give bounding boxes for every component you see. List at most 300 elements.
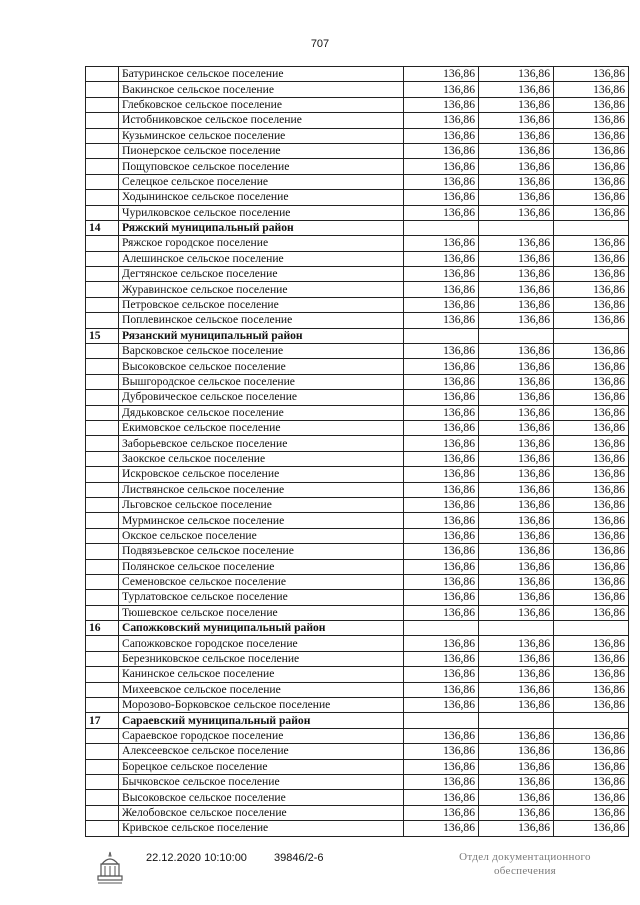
value-cell-2: 136,86 — [479, 297, 554, 312]
value-cell-3: 136,86 — [554, 267, 629, 282]
row-number-cell — [86, 405, 119, 420]
value-cell-2: 136,86 — [479, 774, 554, 789]
value-cell-1: 136,86 — [404, 821, 479, 836]
row-name-cell: Глебковское сельское поселение — [119, 97, 404, 112]
row-number-cell — [86, 436, 119, 451]
row-name-cell: Вакинское сельское поселение — [119, 82, 404, 97]
value-cell-2: 136,86 — [479, 467, 554, 482]
value-cell-2: 136,86 — [479, 790, 554, 805]
row-name-cell: Ряжское городское поселение — [119, 236, 404, 251]
value-cell-1: 136,86 — [404, 774, 479, 789]
value-cell-3: 136,86 — [554, 744, 629, 759]
value-cell-3: 136,86 — [554, 420, 629, 435]
row-name-cell: Екимовское сельское поселение — [119, 420, 404, 435]
row-name-cell: Чурилковское сельское поселение — [119, 205, 404, 220]
row-number-cell — [86, 82, 119, 97]
row-number-cell — [86, 344, 119, 359]
value-cell-1: 136,86 — [404, 97, 479, 112]
value-cell-2: 136,86 — [479, 590, 554, 605]
row-name-cell: Дубровическое сельское поселение — [119, 390, 404, 405]
value-cell-1: 136,86 — [404, 682, 479, 697]
value-cell-3: 136,86 — [554, 159, 629, 174]
value-cell-2: 136,86 — [479, 159, 554, 174]
value-cell-3: 136,86 — [554, 82, 629, 97]
value-cell-3: 136,86 — [554, 97, 629, 112]
value-cell-2: 136,86 — [479, 544, 554, 559]
row-name-cell: Морозово-Борковское сельское поселение — [119, 698, 404, 713]
value-cell-1: 136,86 — [404, 759, 479, 774]
value-cell-3: 136,86 — [554, 805, 629, 820]
value-cell-3: 136,86 — [554, 390, 629, 405]
row-name-cell: Мурминское сельское поселение — [119, 513, 404, 528]
value-cell-1: 136,86 — [404, 574, 479, 589]
value-cell-2 — [479, 713, 554, 728]
row-name-cell: Ходынинское сельское поселение — [119, 190, 404, 205]
settlement-row — [86, 790, 629, 805]
value-cell-2: 136,86 — [479, 205, 554, 220]
value-cell-1: 136,86 — [404, 251, 479, 266]
footer-doc-code: 39846/2-6 — [274, 852, 324, 864]
value-cell-2: 136,86 — [479, 436, 554, 451]
row-number-cell — [86, 251, 119, 266]
settlement-row — [86, 359, 629, 374]
value-cell-1: 136,86 — [404, 667, 479, 682]
value-cell-1: 136,86 — [404, 513, 479, 528]
value-cell-2 — [479, 621, 554, 636]
value-cell-1: 136,86 — [404, 344, 479, 359]
row-number-cell — [86, 698, 119, 713]
value-cell-1: 136,86 — [404, 82, 479, 97]
row-name-cell: Тюшевское сельское поселение — [119, 605, 404, 620]
settlement-row — [86, 190, 629, 205]
row-number-cell — [86, 420, 119, 435]
value-cell-1: 136,86 — [404, 590, 479, 605]
settlement-row — [86, 282, 629, 297]
row-number-cell — [86, 359, 119, 374]
row-name-cell: Пощуповское сельское поселение — [119, 159, 404, 174]
value-cell-3: 136,86 — [554, 759, 629, 774]
row-name-cell: Кривское сельское поселение — [119, 821, 404, 836]
value-cell-3: 136,86 — [554, 636, 629, 651]
settlement-row — [86, 374, 629, 389]
settlement-row — [86, 159, 629, 174]
row-number-cell — [86, 590, 119, 605]
row-name-cell: Поплевинское сельское поселение — [119, 313, 404, 328]
row-number-cell — [86, 390, 119, 405]
row-number-cell — [86, 67, 119, 82]
value-cell-3: 136,86 — [554, 113, 629, 128]
value-cell-3: 136,86 — [554, 698, 629, 713]
value-cell-1: 136,86 — [404, 436, 479, 451]
row-number-cell — [86, 482, 119, 497]
value-cell-2: 136,86 — [479, 82, 554, 97]
row-number-cell — [86, 821, 119, 836]
value-cell-2: 136,86 — [479, 282, 554, 297]
district-row — [86, 328, 629, 343]
value-cell-3: 136,86 — [554, 528, 629, 543]
value-cell-1: 136,86 — [404, 744, 479, 759]
settlement-row — [86, 251, 629, 266]
settlement-row — [86, 574, 629, 589]
settlement-row — [86, 297, 629, 312]
value-cell-3: 136,86 — [554, 313, 629, 328]
row-number-cell — [86, 605, 119, 620]
settlement-row — [86, 482, 629, 497]
row-name-cell: Вышгородское сельское поселение — [119, 374, 404, 389]
value-cell-1: 136,86 — [404, 267, 479, 282]
row-number-cell — [86, 513, 119, 528]
value-cell-3: 136,86 — [554, 544, 629, 559]
value-cell-1: 136,86 — [404, 728, 479, 743]
settlement-row — [86, 682, 629, 697]
value-cell-3: 136,86 — [554, 190, 629, 205]
value-cell-3: 136,86 — [554, 374, 629, 389]
value-cell-2: 136,86 — [479, 821, 554, 836]
row-name-cell: Рязанский муниципальный район — [119, 328, 404, 343]
value-cell-2: 136,86 — [479, 359, 554, 374]
settlement-row — [86, 728, 629, 743]
settlement-row — [86, 267, 629, 282]
row-number-cell — [86, 497, 119, 512]
row-number-cell: 17 — [86, 713, 119, 728]
value-cell-2: 136,86 — [479, 313, 554, 328]
district-row — [86, 220, 629, 235]
row-number-cell — [86, 374, 119, 389]
value-cell-3: 136,86 — [554, 405, 629, 420]
value-cell-1: 136,86 — [404, 236, 479, 251]
settlement-row — [86, 344, 629, 359]
value-cell-1: 136,86 — [404, 605, 479, 620]
settlement-row — [86, 544, 629, 559]
row-name-cell: Канинское сельское поселение — [119, 667, 404, 682]
settlement-row — [86, 174, 629, 189]
value-cell-3: 136,86 — [554, 344, 629, 359]
row-name-cell: Сапожковский муниципальный район — [119, 621, 404, 636]
value-cell-3: 136,86 — [554, 436, 629, 451]
value-cell-1: 136,86 — [404, 467, 479, 482]
value-cell-3: 136,86 — [554, 513, 629, 528]
row-number-cell — [86, 790, 119, 805]
value-cell-2: 136,86 — [479, 251, 554, 266]
value-cell-3: 136,86 — [554, 359, 629, 374]
value-cell-1: 136,86 — [404, 313, 479, 328]
value-cell-2: 136,86 — [479, 113, 554, 128]
settlement-row — [86, 744, 629, 759]
settlement-row — [86, 82, 629, 97]
row-name-cell: Листвянское сельское поселение — [119, 482, 404, 497]
value-cell-3: 136,86 — [554, 682, 629, 697]
row-name-cell: Пионерское сельское поселение — [119, 143, 404, 158]
row-name-cell: Варсковское сельское поселение — [119, 344, 404, 359]
value-cell-1: 136,86 — [404, 174, 479, 189]
value-cell-3: 136,86 — [554, 205, 629, 220]
value-cell-3: 136,86 — [554, 143, 629, 158]
row-number-cell — [86, 190, 119, 205]
settlement-row — [86, 113, 629, 128]
value-cell-3: 136,86 — [554, 774, 629, 789]
value-cell-1: 136,86 — [404, 113, 479, 128]
settlement-row — [86, 667, 629, 682]
row-number-cell — [86, 313, 119, 328]
row-name-cell: Семеновское сельское поселение — [119, 574, 404, 589]
value-cell-3: 136,86 — [554, 128, 629, 143]
row-name-cell: Окское сельское поселение — [119, 528, 404, 543]
row-number-cell — [86, 451, 119, 466]
value-cell-1: 136,86 — [404, 282, 479, 297]
value-cell-3: 136,86 — [554, 174, 629, 189]
value-cell-3: 136,86 — [554, 728, 629, 743]
settlement-row — [86, 451, 629, 466]
value-cell-2 — [479, 220, 554, 235]
row-name-cell: Подвязьевское сельское поселение — [119, 544, 404, 559]
settlement-row — [86, 698, 629, 713]
value-cell-3 — [554, 328, 629, 343]
row-number-cell — [86, 574, 119, 589]
row-name-cell: Петровское сельское поселение — [119, 297, 404, 312]
value-cell-1: 136,86 — [404, 143, 479, 158]
row-name-cell: Заборьевское сельское поселение — [119, 436, 404, 451]
value-cell-3: 136,86 — [554, 251, 629, 266]
value-cell-2: 136,86 — [479, 513, 554, 528]
value-cell-3: 136,86 — [554, 574, 629, 589]
value-cell-1: 136,86 — [404, 544, 479, 559]
page-number: 707 — [310, 38, 330, 50]
value-cell-1: 136,86 — [404, 190, 479, 205]
row-number-cell — [86, 651, 119, 666]
row-name-cell: Высоковское сельское поселение — [119, 790, 404, 805]
settlement-row — [86, 774, 629, 789]
value-cell-1: 136,86 — [404, 128, 479, 143]
row-name-cell: Полянское сельское поселение — [119, 559, 404, 574]
row-number-cell — [86, 559, 119, 574]
value-cell-1: 136,86 — [404, 405, 479, 420]
value-cell-2: 136,86 — [479, 344, 554, 359]
value-cell-2: 136,86 — [479, 390, 554, 405]
value-cell-3: 136,86 — [554, 651, 629, 666]
value-cell-1: 136,86 — [404, 528, 479, 543]
value-cell-2: 136,86 — [479, 236, 554, 251]
value-cell-1: 136,86 — [404, 559, 479, 574]
value-cell-2: 136,86 — [479, 805, 554, 820]
value-cell-1: 136,86 — [404, 497, 479, 512]
value-cell-2: 136,86 — [479, 482, 554, 497]
value-cell-2: 136,86 — [479, 528, 554, 543]
row-name-cell: Сараевское городское поселение — [119, 728, 404, 743]
value-cell-2 — [479, 328, 554, 343]
value-cell-2: 136,86 — [479, 744, 554, 759]
row-number-cell: 15 — [86, 328, 119, 343]
value-cell-1: 136,86 — [404, 390, 479, 405]
value-cell-1: 136,86 — [404, 805, 479, 820]
value-cell-2: 136,86 — [479, 97, 554, 112]
value-cell-3: 136,86 — [554, 790, 629, 805]
value-cell-3: 136,86 — [554, 467, 629, 482]
row-number-cell — [86, 97, 119, 112]
row-name-cell: Борецкое сельское поселение — [119, 759, 404, 774]
value-cell-2: 136,86 — [479, 605, 554, 620]
value-cell-1: 136,86 — [404, 482, 479, 497]
settlement-row — [86, 236, 629, 251]
row-number-cell — [86, 282, 119, 297]
value-cell-3: 136,86 — [554, 67, 629, 82]
settlement-row — [86, 821, 629, 836]
settlement-row — [86, 467, 629, 482]
row-number-cell — [86, 744, 119, 759]
settlement-row — [86, 313, 629, 328]
row-name-cell: Сараевский муниципальный район — [119, 713, 404, 728]
value-cell-1: 136,86 — [404, 451, 479, 466]
row-number-cell — [86, 667, 119, 682]
settlement-row — [86, 513, 629, 528]
footer-timestamp: 22.12.2020 10:10:00 — [146, 852, 247, 864]
value-cell-1: 136,86 — [404, 205, 479, 220]
value-cell-1: 136,86 — [404, 67, 479, 82]
value-cell-1: 136,86 — [404, 297, 479, 312]
value-cell-1: 136,86 — [404, 374, 479, 389]
row-number-cell: 16 — [86, 621, 119, 636]
value-cell-1 — [404, 220, 479, 235]
value-cell-3: 136,86 — [554, 559, 629, 574]
row-number-cell — [86, 805, 119, 820]
value-cell-2: 136,86 — [479, 267, 554, 282]
row-number-cell — [86, 128, 119, 143]
row-name-cell: Березниковское сельское поселение — [119, 651, 404, 666]
value-cell-1 — [404, 621, 479, 636]
value-cell-1: 136,86 — [404, 651, 479, 666]
row-number-cell — [86, 267, 119, 282]
value-cell-2: 136,86 — [479, 497, 554, 512]
footer-department-stamp — [440, 850, 610, 878]
value-cell-1: 136,86 — [404, 359, 479, 374]
allocation-table — [85, 66, 629, 837]
row-name-cell: Турлатовское сельское поселение — [119, 590, 404, 605]
value-cell-2: 136,86 — [479, 559, 554, 574]
row-name-cell: Алешинское сельское поселение — [119, 251, 404, 266]
row-name-cell: Кузьминское сельское поселение — [119, 128, 404, 143]
row-name-cell: Дядьковское сельское поселение — [119, 405, 404, 420]
value-cell-2: 136,86 — [479, 190, 554, 205]
row-name-cell: Батуринское сельское поселение — [119, 67, 404, 82]
value-cell-3: 136,86 — [554, 497, 629, 512]
value-cell-2: 136,86 — [479, 682, 554, 697]
value-cell-1: 136,86 — [404, 159, 479, 174]
value-cell-3: 136,86 — [554, 590, 629, 605]
settlement-row — [86, 97, 629, 112]
settlement-row — [86, 67, 629, 82]
settlement-row — [86, 528, 629, 543]
row-name-cell: Журавинское сельское поселение — [119, 282, 404, 297]
row-number-cell — [86, 544, 119, 559]
footer-dept-line-2: обеспечения — [493, 865, 557, 877]
value-cell-3: 136,86 — [554, 667, 629, 682]
row-name-cell: Сапожковское городское поселение — [119, 636, 404, 651]
value-cell-2: 136,86 — [479, 667, 554, 682]
settlement-row — [86, 651, 629, 666]
district-row — [86, 621, 629, 636]
value-cell-3: 136,86 — [554, 236, 629, 251]
value-cell-3 — [554, 621, 629, 636]
value-cell-2: 136,86 — [479, 636, 554, 651]
value-cell-1 — [404, 328, 479, 343]
row-number-cell: 14 — [86, 220, 119, 235]
value-cell-2: 136,86 — [479, 374, 554, 389]
table-body — [86, 67, 629, 837]
row-number-cell — [86, 528, 119, 543]
footer-dept-line-1: Отдел документационного — [459, 851, 591, 863]
row-name-cell: Заокское сельское поселение — [119, 451, 404, 466]
settlement-row — [86, 420, 629, 435]
settlement-row — [86, 590, 629, 605]
row-number-cell — [86, 728, 119, 743]
row-name-cell: Искровское сельское поселение — [119, 467, 404, 482]
settlement-row — [86, 559, 629, 574]
row-name-cell: Высоковское сельское поселение — [119, 359, 404, 374]
settlement-row — [86, 497, 629, 512]
value-cell-3: 136,86 — [554, 821, 629, 836]
value-cell-2: 136,86 — [479, 728, 554, 743]
row-number-cell — [86, 759, 119, 774]
settlement-row — [86, 636, 629, 651]
page-footer — [0, 840, 640, 900]
settlement-row — [86, 759, 629, 774]
row-name-cell: Ряжский муниципальный район — [119, 220, 404, 235]
row-name-cell: Истобниковское сельское поселение — [119, 113, 404, 128]
row-name-cell: Селецкое сельское поселение — [119, 174, 404, 189]
value-cell-3: 136,86 — [554, 605, 629, 620]
row-number-cell — [86, 205, 119, 220]
value-cell-2: 136,86 — [479, 143, 554, 158]
value-cell-2: 136,86 — [479, 405, 554, 420]
value-cell-1: 136,86 — [404, 636, 479, 651]
value-cell-3: 136,86 — [554, 297, 629, 312]
district-row — [86, 713, 629, 728]
value-cell-2: 136,86 — [479, 759, 554, 774]
settlement-row — [86, 390, 629, 405]
row-number-cell — [86, 113, 119, 128]
value-cell-2: 136,86 — [479, 128, 554, 143]
row-number-cell — [86, 143, 119, 158]
value-cell-3: 136,86 — [554, 451, 629, 466]
value-cell-2: 136,86 — [479, 574, 554, 589]
value-cell-2: 136,86 — [479, 651, 554, 666]
row-name-cell: Бычковское сельское поселение — [119, 774, 404, 789]
settlement-row — [86, 128, 629, 143]
value-cell-3: 136,86 — [554, 282, 629, 297]
value-cell-3: 136,86 — [554, 482, 629, 497]
value-cell-2: 136,86 — [479, 67, 554, 82]
row-name-cell: Дегтянское сельское поселение — [119, 267, 404, 282]
settlement-row — [86, 143, 629, 158]
row-number-cell — [86, 297, 119, 312]
settlement-row — [86, 405, 629, 420]
settlement-row — [86, 805, 629, 820]
row-name-cell: Алексеевское сельское поселение — [119, 744, 404, 759]
row-number-cell — [86, 636, 119, 651]
value-cell-2: 136,86 — [479, 698, 554, 713]
row-number-cell — [86, 236, 119, 251]
value-cell-3 — [554, 220, 629, 235]
settlement-row — [86, 605, 629, 620]
value-cell-1: 136,86 — [404, 420, 479, 435]
settlement-row — [86, 436, 629, 451]
value-cell-1: 136,86 — [404, 790, 479, 805]
value-cell-3 — [554, 713, 629, 728]
row-number-cell — [86, 174, 119, 189]
row-number-cell — [86, 774, 119, 789]
row-number-cell — [86, 467, 119, 482]
value-cell-1 — [404, 713, 479, 728]
row-name-cell: Льговское сельское поселение — [119, 497, 404, 512]
